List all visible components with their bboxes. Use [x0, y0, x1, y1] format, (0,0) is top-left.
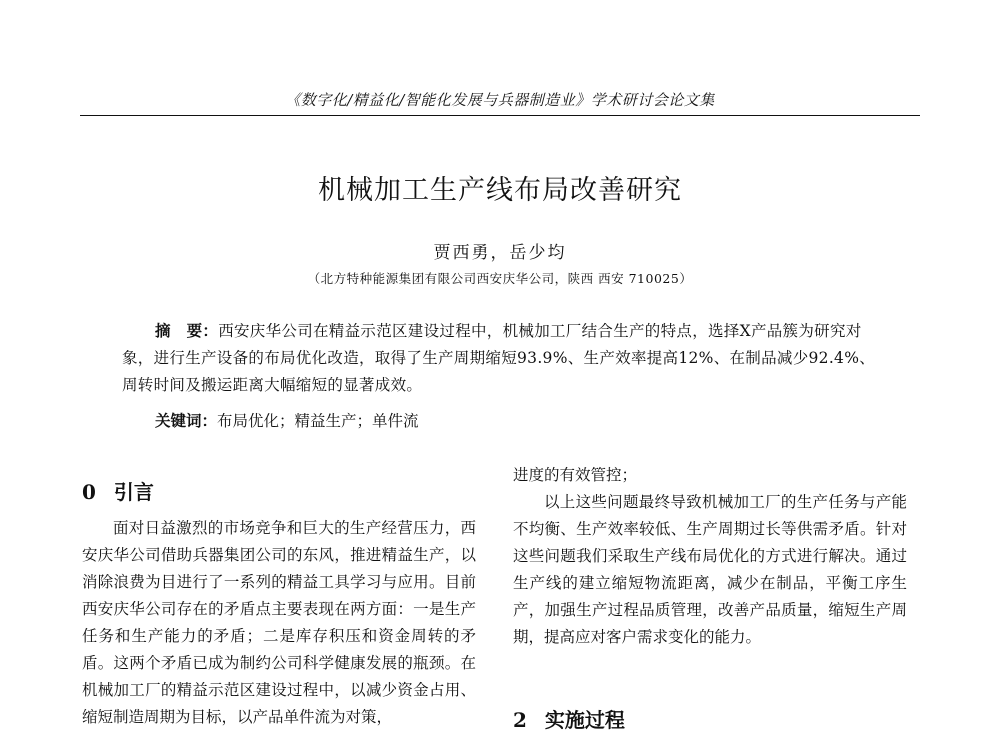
running-header: 《数字化/精益化/智能化发展与兵器制造业》学术研讨会论文集 [285, 91, 715, 109]
section-number: 0 [82, 480, 96, 504]
section-title: 引言 [113, 480, 154, 504]
left-column [82, 515, 476, 751]
right-column [513, 462, 907, 651]
paragraph: 面对日益激烈的市场竞争和巨大的生产经营压力，西安庆华公司借助兵器集团公司的东风，推进精益生产，以消除浪费为目进行了一系列的精益工具学习与应用。目前西安庆华公司存在的矛盾点主要表现在两方面：一是生产任务和生产能力的矛盾；二是库存积压和资金周转的矛盾。这两个矛盾已成为制约公司科学健康发展的瓶颈。在机械加工厂的精益示范区建设过程中，以减少资金占用、缩短制造周期为目标，以产品单件流为对策， [82, 519, 476, 726]
keywords-text: 布局优化；精益生产；单件流 [217, 412, 419, 430]
paper-title: 机械加工生产线布局改善研究 [318, 175, 682, 206]
section-heading-implementation [513, 704, 625, 733]
keywords [155, 408, 875, 435]
abstract [122, 318, 882, 399]
paragraph: 以上这些问题最终导致机械加工厂的生产任务与产能不均衡、生产效率较低、生产周期过长等供需矛盾。针对这些问题我们采取生产线布局优化的方式进行解决。通过生产线的建立缩短物流距离，减少在制品，平衡工序生产，加强生产过程品质管理，改善产品质量，缩短生产周期，提高应对客户需求变化的能力。 [513, 493, 907, 646]
section-title: 实施过程 [544, 708, 625, 732]
section-heading-intro [82, 476, 154, 505]
paragraph: 进度的有效管控； [513, 466, 638, 484]
header-rule [80, 115, 920, 116]
affiliation: （北方特种能源集团有限公司西安庆华公司，陕西 西安 710025） [307, 271, 693, 286]
abstract-label: 摘 要： [155, 322, 219, 340]
keywords-label: 关键词： [155, 412, 218, 430]
authors: 贾西勇，岳少均 [433, 243, 567, 263]
abstract-text: 西安庆华公司在精益示范区建设过程中，机械加工厂结合生产的特点，选择X产品簇为研究对象，进行生产设备的布局优化改造，取得了生产周期缩短93.9%、生产效率提高12%、在制品减少92.4%、周转时间及搬运距离大幅缩短的显著成效。 [122, 322, 876, 394]
section-number: 2 [513, 708, 527, 732]
